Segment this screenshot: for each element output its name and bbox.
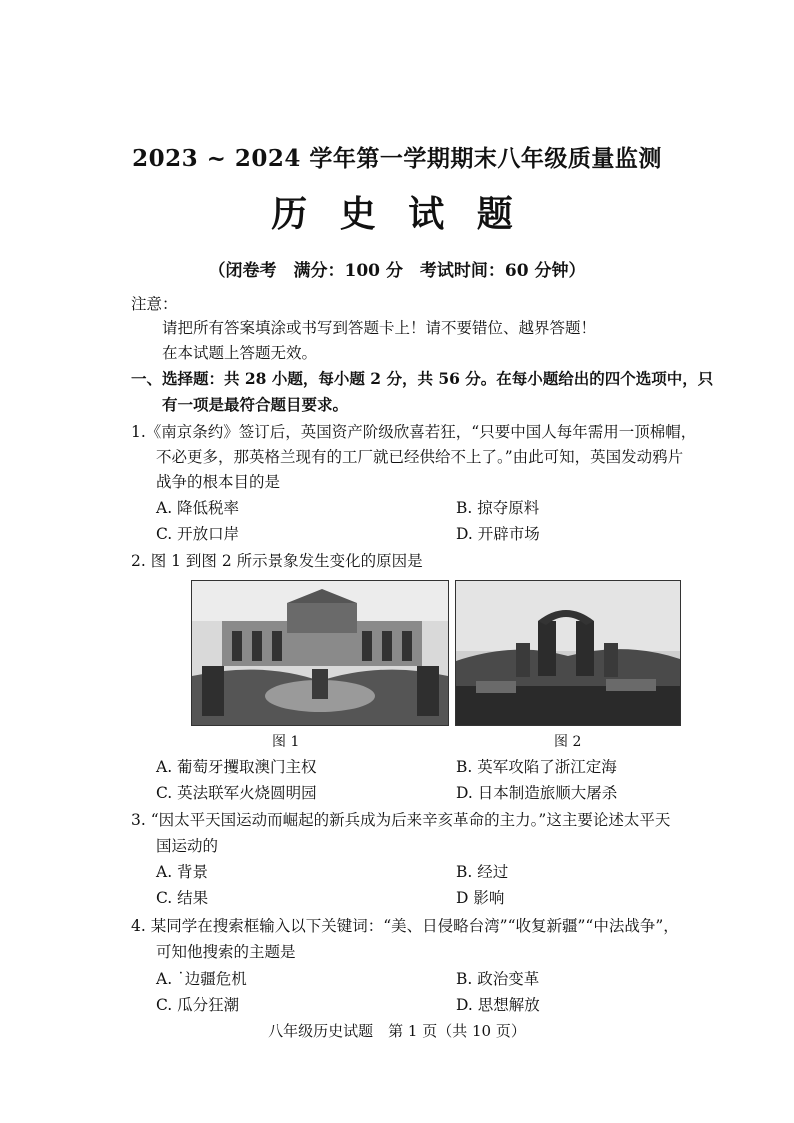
q3-option-c: C. 结果: [156, 889, 209, 907]
figure-1-image: [191, 580, 449, 726]
notice-line-2: 在本试题上答题无效。: [162, 344, 318, 362]
q1-option-c: C. 开放口岸: [156, 525, 240, 543]
q4-option-b: B. 政治变革: [456, 970, 540, 988]
exam-title: 2023 ~ 2024 学年第一学期期末八年级质量监测: [132, 145, 662, 172]
q4-option-c: C. 瓜分狂潮: [156, 996, 240, 1014]
q2-stem: 2. 图 1 到图 2 所示景象发生变化的原因是: [131, 552, 423, 570]
section-heading-line-1: 一、选择题：共 28 小题，每小题 2 分，共 56 分。在每小题给出的四个选项中，只: [131, 369, 714, 388]
q4-stem-line-1: 4. 某同学在搜索框输入以下关键词：“美、日侵略台湾”“收复新疆”“中法战争”，: [131, 917, 679, 935]
notice-line-1: 请把所有答案填涂或书写到答题卡上！请不要错位、越界答题！: [162, 319, 597, 337]
subject-title: 历 史 试 题: [271, 193, 523, 235]
q2-option-b: B. 英军攻陷了浙江定海: [456, 758, 617, 776]
q4-option-d: D. 思想解放: [456, 996, 540, 1014]
q4-stem-line-2: 可知他搜索的主题是: [156, 943, 296, 961]
q1-option-d: D. 开辟市场: [456, 525, 540, 543]
q1-stem-line-2: 不必更多，那英格兰现有的工厂就已经供给不上了。”由此可知，英国发动鸦片: [156, 448, 684, 466]
notice-label: 注意：: [131, 295, 178, 313]
q4-option-a: A. ˙边疆危机: [156, 970, 247, 988]
q2-option-c: C. 英法联军火烧圆明园: [156, 784, 317, 802]
q1-option-a: A. 降低税率: [156, 499, 240, 517]
exam-info: （闭卷考 满分：100 分 考试时间：60 分钟）: [208, 261, 586, 281]
q2-option-a: A. 葡萄牙攫取澳门主权: [156, 758, 317, 776]
q1-stem-line-1: 1.《南京条约》签订后，英国资产阶级欣喜若狂，“只要中国人每年需用一顶棉帽，: [131, 423, 697, 441]
section-heading-line-2: 有一项是最符合题目要求。: [162, 395, 349, 414]
figure-2-image: [455, 580, 681, 726]
q3-option-b: B. 经过: [456, 863, 509, 881]
q3-option-d: D 影响: [456, 889, 505, 907]
page-footer: 八年级历史试题 第 1 页（共 10 页）: [268, 1022, 526, 1040]
q3-option-a: A. 背景: [156, 863, 209, 881]
q3-stem-line-2: 国运动的: [156, 837, 219, 855]
q2-option-d: D. 日本制造旅顺大屠杀: [456, 784, 618, 802]
figure-1-caption: 图 1: [272, 734, 300, 750]
q3-stem-line-1: 3. “因太平天国运动而崛起的新兵成为后来辛亥革命的主力。”这主要论述太平天: [131, 811, 671, 829]
q1-option-b: B. 掠夺原料: [456, 499, 540, 517]
q1-stem-line-3: 战争的根本目的是: [156, 473, 281, 491]
figure-2-caption: 图 2: [554, 734, 582, 750]
